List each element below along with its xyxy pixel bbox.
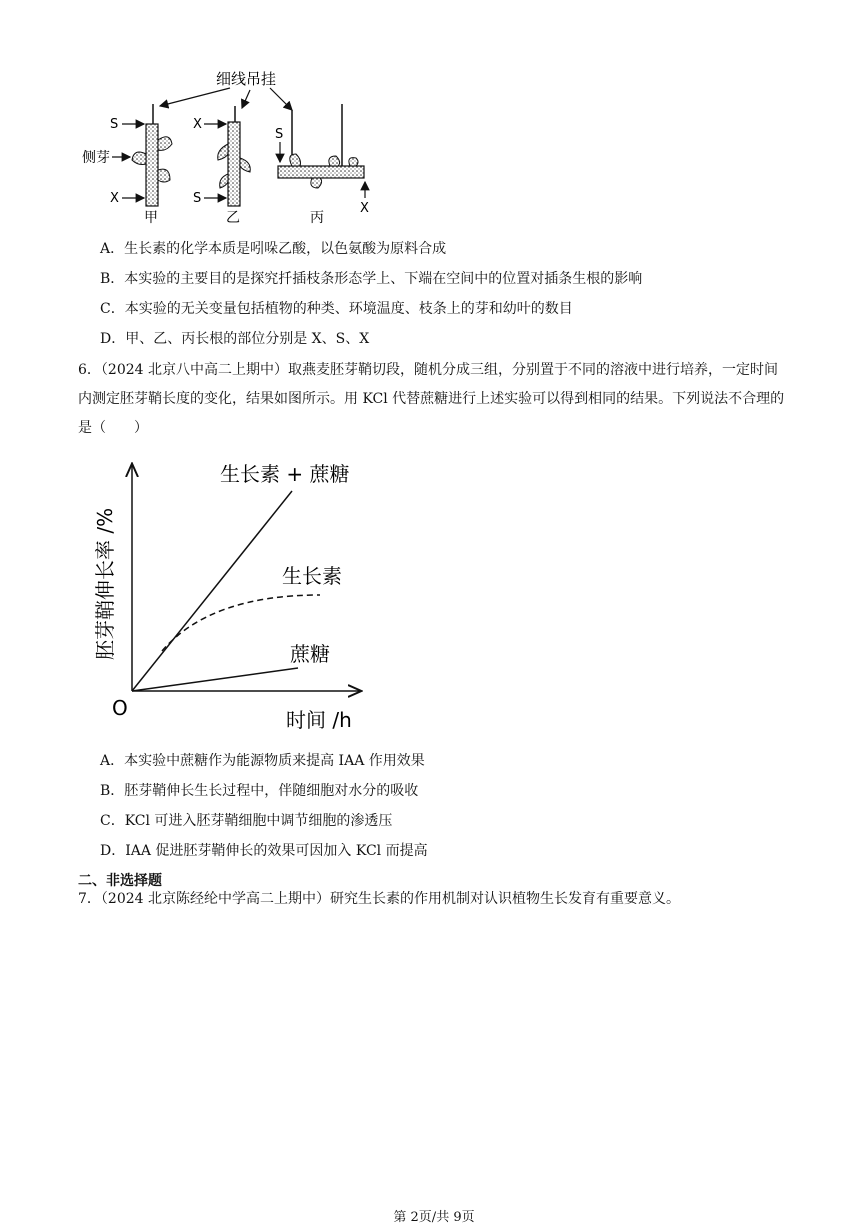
series-label-sucrose: 蔗糖 [290, 642, 330, 666]
x-label-jia: X [110, 191, 119, 206]
cutting-bing [278, 104, 364, 188]
cutting-jia [132, 104, 172, 206]
q7-stem [78, 885, 790, 914]
q6-option-a: A．本实验中蔗糖作为能源物质来提高 IAA 作用效果 [100, 753, 425, 769]
series-label-auxin-sucrose: 生长素 + 蔗糖 [220, 462, 350, 486]
cutting-yi [218, 106, 251, 206]
q6-option-b: B．胚芽鞘伸长生长过程中，伴随细胞对水分的吸收 [100, 783, 419, 799]
q5-option-d: D．甲、乙、丙长根的部位分别是 X、S、X [100, 331, 370, 347]
section-heading: 二、非选择题 [78, 873, 162, 889]
q7-text: 研究生长素的作用机制对认识植物生长发育有重要意义。 [330, 891, 681, 907]
page-footer: 第 2页/共 9页 [393, 1210, 475, 1225]
q6-option-d: D．IAA 促进胚芽鞘伸长的效果可因加入 KCl 而提高 [100, 843, 428, 859]
panel-label-bing: 丙 [310, 210, 324, 226]
panel-label-jia: 甲 [144, 210, 158, 226]
series-line-sucrose [132, 668, 298, 691]
q5-option-b: B．本实验的主要目的是探究扦插枝条形态学上、下端在空间中的位置对插条生根的影响 [100, 271, 643, 287]
q7-number: 7． [78, 891, 101, 907]
s-label-yi: S [193, 191, 202, 206]
q6-number: 6． [78, 362, 101, 378]
origin-label: O [112, 696, 128, 720]
panel-label-yi: 乙 [226, 210, 240, 226]
series-label-auxin: 生长素 [282, 564, 342, 588]
x-label-bing: X [360, 201, 369, 216]
q5-option-a: A．生长素的化学本质是吲哚乙酸，以色氨酸为原料合成 [100, 241, 447, 257]
x-axis-label: 时间 /h [286, 708, 352, 732]
q6-stem [78, 356, 790, 443]
growth-chart [90, 455, 390, 740]
q5-option-c: C．本实验的无关变量包括植物的种类、环境温度、枝条上的芽和幼叶的数目 [100, 301, 573, 317]
x-label-yi: X [193, 117, 202, 132]
hang-label: 细线吊挂 [216, 70, 277, 88]
s-label-bing: S [275, 127, 284, 142]
s-label-jia: S [110, 117, 119, 132]
series-line-auxin-sucrose [132, 491, 292, 691]
q6-option-c: C．KCl 可进入胚芽鞘细胞中调节细胞的渗透压 [100, 813, 393, 829]
y-axis-label: 胚芽鞘伸长率 /% [93, 507, 117, 660]
q6-text: 取燕麦胚芽鞘切段，随机分成三组，分别置于不同的溶液中进行培养，一定时间内测定胚芽鞘长度的变化，结果如图所示。用 KCl 代替蔗糖进行上述实验可以得到相同的结果。下列说法不合理的是（ ） [78, 362, 785, 436]
bud-label: 侧芽 [82, 150, 110, 166]
q7-source: （2024 北京陈经纶中学高二上期中） [100, 891, 331, 907]
cuttings-figure [80, 62, 380, 232]
q6-source: （2024 北京八中高二上期中） [100, 362, 289, 378]
